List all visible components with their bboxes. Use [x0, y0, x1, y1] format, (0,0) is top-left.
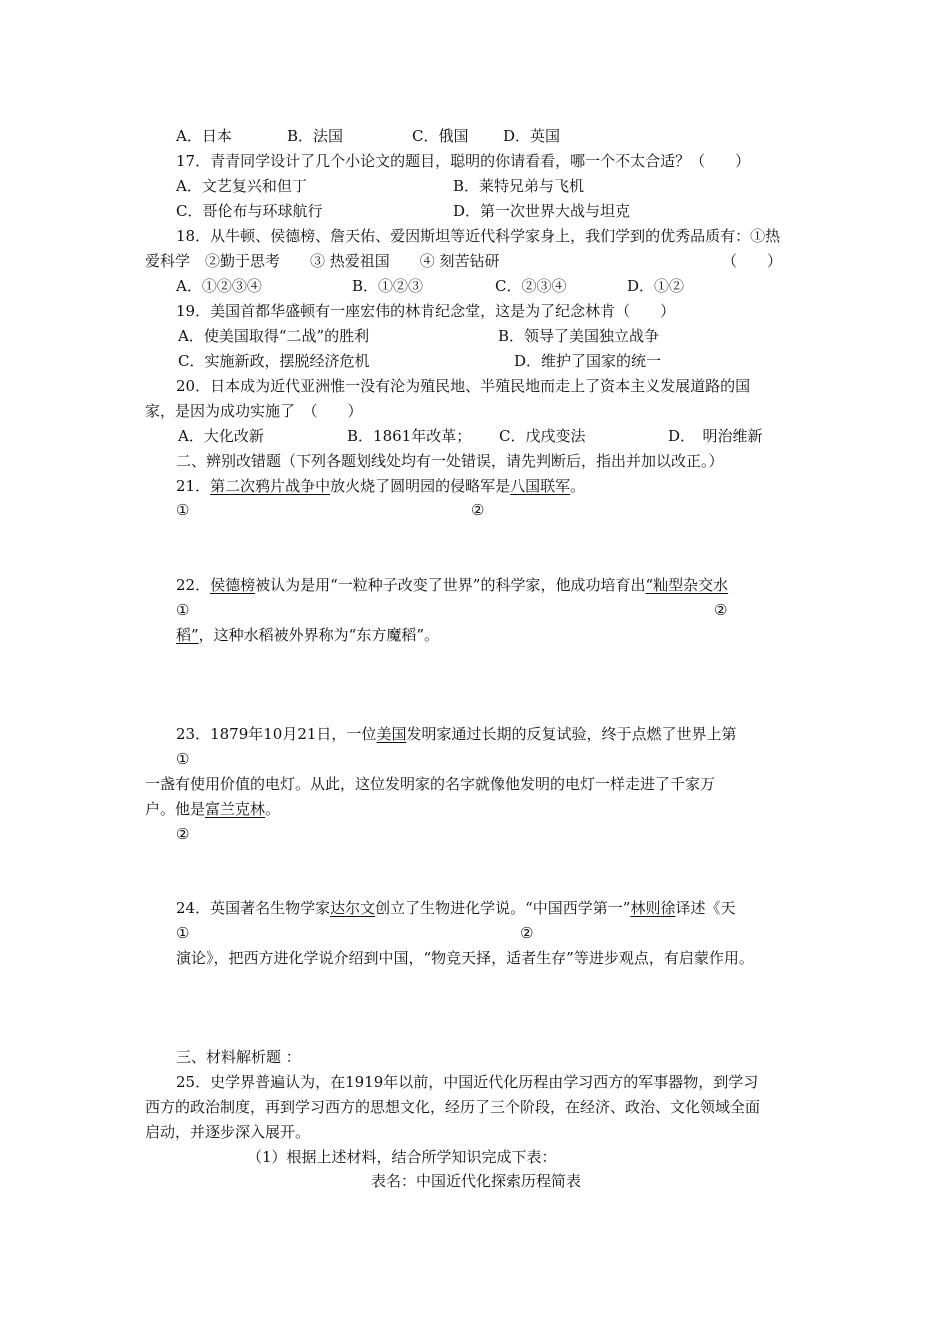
q17-option-c: C．哥伦布与环球航行 [176, 202, 323, 220]
q23-line1 [176, 724, 736, 744]
q23-marker-1: ① [176, 750, 190, 768]
q23-text-post: 发明家通过长期的反复试验，终于点燃了世界上第 [406, 725, 737, 743]
q20-stem-line1: 20．日本成为近代亚洲惟一没有沦为殖民地、半殖民地而走上了资本主义发展道路的国 [176, 377, 751, 395]
q24-text-mid: 创立了生物进化学说。“中国西学第一” [375, 899, 631, 917]
q23-marker-2: ② [176, 825, 190, 843]
q18-option-c: C．②③④ [495, 277, 567, 295]
q19-option-a: A．使美国取得“二战”的胜利 [178, 327, 370, 345]
q22-number: 22． [176, 576, 211, 594]
q22-marker-1: ① [176, 601, 190, 619]
q20-option-c: C．戊戌变法 [499, 427, 586, 445]
q24-marker-2: ② [520, 924, 534, 942]
q21-end: 。 [570, 477, 586, 495]
q24-line2: 演论》，把西方进化学说介绍到中国，“物竞天择，适者生存”等进步观点，有启蒙作用。 [176, 949, 754, 967]
q21-marker-2: ② [471, 501, 485, 519]
q23-line3-pre: 户。他是 [145, 800, 206, 818]
q24-marker-1: ① [176, 924, 190, 942]
q20-stem-line2: 家，是因为成功实施了 （ ） [145, 402, 363, 420]
q21-line1 [176, 476, 585, 496]
q23-text-pre: 23．1879年10月21日，一位 [176, 725, 377, 743]
q22-line2-text: ，这种水稻被外界称为“东方魔稻”。 [198, 626, 440, 644]
q23-underlined-1: 美国 [376, 725, 407, 743]
q24-line1 [176, 898, 735, 918]
q25-line2: 西方的政治制度，再到学习西方的思想文化，经历了三个阶段，在经济、政治、文化领域全面 [145, 1098, 761, 1116]
q22-underlined-1: 侯德榜 [210, 576, 256, 594]
q17-stem: 17．青青同学设计了几个小论文的题目，聪明的你请看看，哪一个不太合适？（ ） [176, 152, 751, 170]
q20-option-a: A．大化改新 [178, 427, 264, 445]
q21-text: 放火烧了圆明园的侵略军是 [330, 477, 511, 495]
q22-underlined-2a: “籼型杂交水 [645, 576, 729, 594]
q24-text-pre: 24．英国著名生物学家 [176, 899, 331, 917]
q25-line1: 25．史学界普遍认为，在1919年以前，中国近代化历程由学习西方的军事器物，到学习 [176, 1073, 759, 1091]
q18-option-a: A．①②③④ [176, 277, 262, 295]
q25-table-title: 表名：中国近代化探索历程简表 [371, 1172, 582, 1190]
q23-line2: 一盏有使用价值的电灯。从此，这位发明家的名字就像他发明的电灯一样走进了千家万 [145, 775, 716, 793]
q20-option-d: D． 明治维新 [668, 427, 763, 445]
section-3-heading: 三、材料解析题 ： [176, 1048, 301, 1066]
q22-line1 [176, 575, 728, 595]
q21-marker-1: ① [176, 501, 190, 519]
q22-underlined-2b: 稻” [176, 626, 199, 644]
q18-option-d: D．①② [627, 277, 685, 295]
q19-option-c: C．实施新政，摆脱经济危机 [178, 352, 370, 370]
section-2-heading: 二、辨别改错题（下列各题划线处均有一处错误，请先判断后，指出并加以改正。） [176, 452, 724, 470]
q24-underlined-1: 达尔文 [330, 899, 376, 917]
q25-line3: 启动，并逐步深入展开。 [145, 1123, 311, 1141]
q19-option-d: D．维护了国家的统一 [514, 352, 662, 370]
q17-option-a: A．文艺复兴和但丁 [176, 177, 307, 195]
q20-option-b: B．1861年改革； [347, 427, 472, 445]
q24-text-post: 译述《天 [675, 899, 736, 917]
q22-text: 被认为是用“一粒种子改变了世界”的科学家，他成功培育出 [255, 576, 646, 594]
q16-option-d: D．英国 [503, 127, 561, 145]
q17-option-d: D．第一次世界大战与坦克 [453, 202, 631, 220]
q18-answer-paren: （ ） [722, 252, 783, 270]
q23-underlined-2: 富兰克林 [205, 800, 266, 818]
q19-option-b: B．领导了美国独立战争 [498, 327, 660, 345]
q21-number: 21． [176, 477, 211, 495]
q23-line3-end: 。 [265, 800, 281, 818]
q18-option-b: B．①②③ [352, 277, 424, 295]
q17-option-b: B．莱特兄弟与飞机 [453, 177, 585, 195]
q22-line2 [176, 625, 439, 645]
q21-underlined-1: 第二次鸦片战争中 [210, 477, 331, 495]
q22-marker-2: ② [714, 601, 728, 619]
q16-option-b: B．法国 [287, 127, 344, 145]
q18-stem-line2: 爱科学 ②勤于思考 ③ 热爱祖国 ④ 刻苦钻研 [145, 252, 500, 270]
q23-line3 [145, 799, 280, 819]
q21-underlined-2: 八国联军 [510, 477, 571, 495]
q19-stem: 19．美国首都华盛顿有一座宏伟的林肯纪念堂，这是为了纪念林肯（ ） [176, 302, 676, 320]
q18-stem-line1: 18．从牛顿、侯德榜、詹天佑、爱因斯坦等近代科学家身上，我们学到的优秀品质有：①热 [176, 227, 781, 245]
q16-option-c: C．俄国 [412, 127, 469, 145]
q16-option-a: A．日本 [176, 127, 232, 145]
q24-underlined-2: 林则徐 [630, 899, 676, 917]
q25-subquestion-1: （1）根据上述材料，结合所学知识完成下表： [247, 1148, 557, 1166]
